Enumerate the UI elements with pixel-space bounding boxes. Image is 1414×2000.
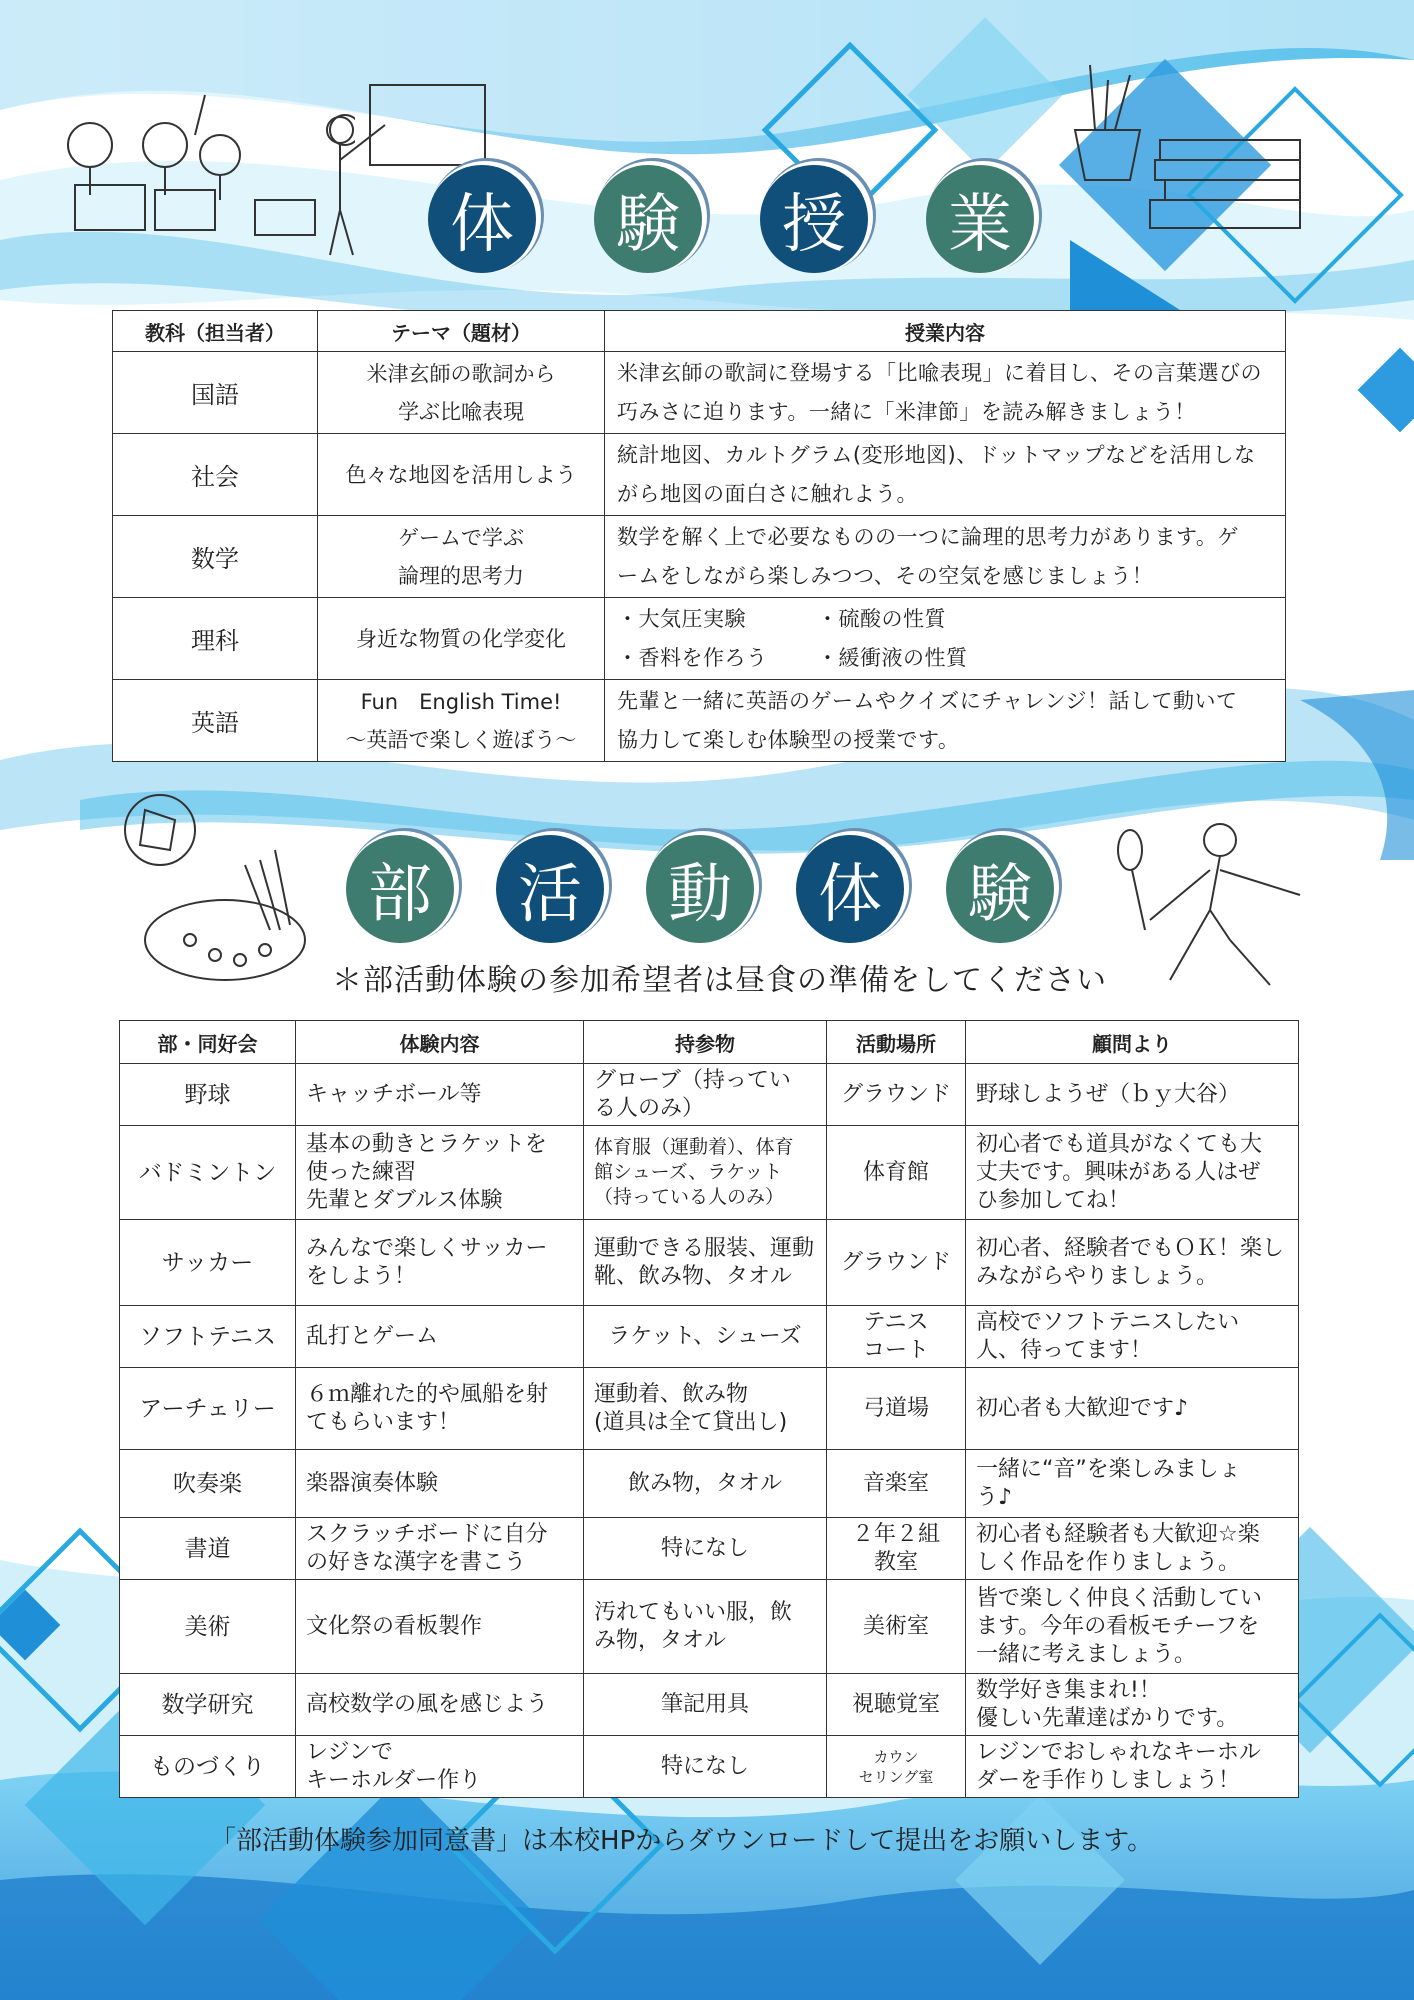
message-line: 一緒に考えましょう。 <box>976 1641 1197 1667</box>
items-line: る人のみ） <box>594 1095 705 1121</box>
art-palette-illustration <box>120 790 320 990</box>
theme-line: ゲームで学ぶ <box>398 525 524 550</box>
message-line: レジンでおしゃれなキーホル <box>976 1739 1261 1765</box>
activity-line: 楽器演奏体験 <box>306 1470 439 1496</box>
place-line: 音楽室 <box>862 1470 929 1496</box>
message-cell <box>966 1674 1299 1736</box>
lesson-table <box>112 310 1286 762</box>
message-line: 初心者、経験者でもＯＫ！楽し <box>976 1235 1285 1261</box>
table-row <box>113 516 1286 598</box>
theme-line: 学ぶ比喩表現 <box>398 399 524 424</box>
content-line: ームをしながら楽しみつつ、その空気を感じましょう！ <box>617 563 1154 588</box>
title-char: 動 <box>646 835 754 943</box>
message-cell <box>966 1126 1299 1220</box>
activity-cell <box>296 1220 584 1306</box>
items-line: 運動できる服装、運動 <box>594 1235 815 1261</box>
message-cell <box>966 1518 1299 1580</box>
items-cell <box>584 1126 827 1220</box>
activity-line: 乱打とゲーム <box>306 1323 439 1349</box>
table-row <box>120 1674 1299 1736</box>
items-line: 特になし <box>660 1753 749 1779</box>
message-line: う♪ <box>976 1484 1013 1510</box>
club-title <box>346 835 1054 943</box>
activity-cell <box>296 1368 584 1450</box>
table-row <box>120 1450 1299 1518</box>
experiment-item: ・大気圧実験 <box>617 606 746 631</box>
theme-cell <box>318 352 605 434</box>
message-line: 数学好き集まれ!！ <box>976 1677 1161 1703</box>
message-cell <box>966 1736 1299 1798</box>
message-cell <box>966 1306 1299 1368</box>
place-cell <box>827 1126 966 1220</box>
header-cell: 持参物 <box>584 1021 827 1064</box>
items-cell <box>584 1518 827 1580</box>
theme-line: 論理的思考力 <box>398 563 524 588</box>
activity-line: キーホルダー作り <box>306 1767 482 1793</box>
theme-line: ～英語で楽しく遊ぼう～ <box>345 727 577 752</box>
theme-cell <box>318 680 605 762</box>
place-line: グラウンド <box>840 1081 951 1107</box>
subject-cell: 数学 <box>113 516 318 598</box>
place-line: 教室 <box>873 1549 918 1575</box>
table-row <box>113 352 1286 434</box>
content-line: がら地図の面白さに触れよう。 <box>617 481 918 506</box>
place-line: テニス <box>863 1309 929 1335</box>
activity-line: レジンで <box>306 1739 393 1765</box>
activity-line: てもらいます！ <box>306 1409 461 1435</box>
activity-line: キャッチボール等 <box>306 1081 482 1107</box>
title-char: 体 <box>428 165 536 273</box>
table-row <box>120 1518 1299 1580</box>
activity-line: スクラッチボードに自分 <box>306 1521 548 1547</box>
message-cell <box>966 1580 1299 1674</box>
activity-line: 基本の動きとラケットを <box>306 1131 547 1157</box>
activity-line: みんなで楽しくサッカー <box>306 1235 548 1261</box>
items-line: 特になし <box>660 1535 749 1561</box>
activity-cell <box>296 1736 584 1798</box>
club-name-cell: 吹奏楽 <box>120 1450 296 1518</box>
footer-note: 「部活動体験参加同意書」は本校HPからダウンロードして提出をお願いします。 <box>210 1826 1154 1856</box>
message-line: 野球しようぜ（ｂｙ大谷） <box>976 1081 1241 1107</box>
items-cell <box>584 1674 827 1736</box>
club-name-cell: 野球 <box>120 1064 296 1126</box>
table-row <box>120 1064 1299 1126</box>
message-cell <box>966 1450 1299 1518</box>
message-line: 丈夫です。興味がある人はぜ <box>976 1159 1261 1185</box>
theme-cell <box>318 434 605 516</box>
items-line: 体育服（運動着）、体育 <box>594 1136 794 1158</box>
activity-cell <box>296 1450 584 1518</box>
activity-cell <box>296 1580 584 1674</box>
message-cell <box>966 1368 1299 1450</box>
place-line: セリング室 <box>858 1767 934 1786</box>
activity-cell <box>296 1126 584 1220</box>
items-line: 筆記用具 <box>660 1691 749 1717</box>
place-line: 体育館 <box>862 1159 929 1185</box>
message-line: しく作品を作りましょう。 <box>976 1549 1241 1575</box>
content-cell <box>605 434 1286 516</box>
subject-cell: 社会 <box>113 434 318 516</box>
content-cell <box>605 598 1286 680</box>
place-line: グラウンド <box>840 1249 951 1275</box>
activity-line: 高校数学の風を感じよう <box>306 1691 549 1717</box>
place-cell <box>827 1580 966 1674</box>
table-row <box>120 1580 1299 1674</box>
items-line: （持っている人のみ） <box>594 1186 785 1208</box>
club-name-cell: 書道 <box>120 1518 296 1580</box>
experiment-item: ・硫酸の性質 <box>817 606 946 631</box>
title-char: 験 <box>594 165 702 273</box>
place-line: 美術室 <box>862 1613 929 1639</box>
content-line: 統計地図、カルトグラム(変形地図)、ドットマップなどを活用しな <box>617 442 1256 467</box>
items-cell <box>584 1220 827 1306</box>
place-line: 視聴覚室 <box>851 1691 940 1717</box>
place-cell <box>827 1306 966 1368</box>
table-row <box>113 598 1286 680</box>
subject-cell: 理科 <box>113 598 318 680</box>
header-cell: 授業内容 <box>605 311 1286 352</box>
items-line: グローブ（持ってい <box>594 1067 791 1093</box>
activity-line: の好きな漢字を書こう <box>306 1549 527 1575</box>
content-cell <box>605 680 1286 762</box>
table-row <box>120 1306 1299 1368</box>
table-row <box>113 680 1286 762</box>
table-row <box>120 1220 1299 1306</box>
items-line: (道具は全て貸出し) <box>594 1409 788 1435</box>
message-cell <box>966 1064 1299 1126</box>
place-line: ２年２組 <box>851 1521 940 1547</box>
items-cell <box>584 1580 827 1674</box>
message-cell <box>966 1220 1299 1306</box>
place-cell <box>827 1450 966 1518</box>
activity-line: 文化祭の看板製作 <box>306 1613 483 1639</box>
club-name-cell: ものづくり <box>120 1736 296 1798</box>
experiment-item: ・緩衝液の性質 <box>817 645 968 670</box>
content-line: 数学を解く上で必要なものの一つに論理的思考力があります。ゲ <box>617 524 1239 549</box>
badminton-player-illustration <box>1110 810 1320 1000</box>
items-line: 靴、飲み物、タオル <box>594 1263 793 1289</box>
table-row <box>120 1736 1299 1798</box>
table-row <box>120 1126 1299 1220</box>
message-line: 初心者も経験者も大歓迎☆楽 <box>976 1521 1260 1547</box>
message-line: 人、待ってます！ <box>976 1337 1153 1363</box>
message-line: 皆で楽しく仲良く活動してい <box>976 1585 1263 1611</box>
content-cell <box>605 352 1286 434</box>
content-line: 先輩と一緒に英語のゲームやクイズにチャレンジ！話して動いて <box>617 688 1238 713</box>
table-row <box>120 1368 1299 1450</box>
theme-cell <box>318 516 605 598</box>
items-line: 運動着、飲み物 <box>594 1381 749 1407</box>
activity-line: ６ｍ離れた的や風船を射 <box>306 1381 549 1407</box>
activity-line: 先輩とダブルス体験 <box>306 1187 503 1213</box>
place-cell <box>827 1220 966 1306</box>
header-cell: 顧問より <box>966 1021 1299 1064</box>
items-line: ラケット、シューズ <box>608 1323 802 1349</box>
content-line: 協力して楽しむ体験型の授業です。 <box>617 727 960 752</box>
message-line: 高校でソフトテニスしたい <box>976 1309 1240 1335</box>
items-line: 飲み物，タオル <box>627 1470 782 1496</box>
theme-line: 身近な物質の化学変化 <box>356 626 566 651</box>
club-name-cell: 美術 <box>120 1580 296 1674</box>
message-line: 初心者でも道具がなくても大 <box>976 1131 1263 1157</box>
message-line: ダーを手作りしましょう！ <box>976 1767 1241 1793</box>
activity-cell <box>296 1518 584 1580</box>
title-char: 授 <box>760 165 868 273</box>
club-table <box>119 1020 1299 1798</box>
items-cell <box>584 1736 827 1798</box>
header-cell: 活動場所 <box>827 1021 966 1064</box>
club-name-cell: 数学研究 <box>120 1674 296 1736</box>
place-cell <box>827 1368 966 1450</box>
activity-cell <box>296 1674 584 1736</box>
header-cell: 部・同好会 <box>120 1021 296 1064</box>
items-cell <box>584 1450 827 1518</box>
title-char: 体 <box>796 835 904 943</box>
club-name-cell: ソフトテニス <box>120 1306 296 1368</box>
activity-cell <box>296 1306 584 1368</box>
message-line: 一緒に“音”を楽しみましょ <box>976 1456 1241 1482</box>
table-header-row <box>120 1021 1299 1064</box>
title-char: 験 <box>946 835 1054 943</box>
place-line: 弓道場 <box>862 1395 929 1421</box>
activity-line: 使った練習 <box>306 1159 417 1185</box>
lunch-note: ＊部活動体験の参加希望者は昼食の準備をしてください <box>332 963 1107 998</box>
club-name-cell: バドミントン <box>120 1126 296 1220</box>
activity-cell <box>296 1064 584 1126</box>
place-cell <box>827 1736 966 1798</box>
subject-cell: 英語 <box>113 680 318 762</box>
items-line: 汚れてもいい服，飲 <box>594 1599 793 1625</box>
title-char: 部 <box>346 835 454 943</box>
items-line: 館シューズ、ラケット <box>594 1161 783 1183</box>
theme-line: 米津玄師の歌詞から <box>366 361 556 386</box>
activity-line: をしよう！ <box>306 1263 417 1289</box>
subject-cell: 国語 <box>113 352 318 434</box>
content-line: 米津玄師の歌詞に登場する「比喩表現」に着目し、その言葉選びの <box>617 360 1262 385</box>
experiment-item: ・香料を作ろう <box>617 645 768 670</box>
message-line: 優しい先輩達ばかりです。 <box>976 1705 1239 1731</box>
lesson-title <box>428 165 1092 273</box>
theme-line: 色々な地図を活用しよう <box>345 462 577 487</box>
header-cell: テーマ（題材） <box>318 311 605 352</box>
header-cell: 体験内容 <box>296 1021 584 1064</box>
books-illustration <box>1070 60 1310 240</box>
content-line: 巧みさに迫ります。一緒に「米津節」を読み解きましょう！ <box>617 399 1196 424</box>
title-char: 業 <box>926 165 1034 273</box>
club-name-cell: アーチェリー <box>120 1368 296 1450</box>
message-line: ます。今年の看板モチーフを <box>976 1613 1260 1639</box>
table-header-row <box>113 311 1286 352</box>
title-char: 活 <box>496 835 604 943</box>
theme-cell <box>318 598 605 680</box>
items-line: み物，タオル <box>594 1627 727 1653</box>
items-cell <box>584 1368 827 1450</box>
message-line: ひ参加してね！ <box>976 1187 1131 1213</box>
message-line: 初心者も大歓迎です♪ <box>976 1395 1189 1421</box>
place-line: カウン <box>873 1747 919 1766</box>
club-name-cell: サッカー <box>120 1220 296 1306</box>
place-line: コート <box>862 1337 929 1363</box>
items-cell <box>584 1306 827 1368</box>
place-cell <box>827 1518 966 1580</box>
items-cell <box>584 1064 827 1126</box>
place-cell <box>827 1064 966 1126</box>
table-row <box>113 434 1286 516</box>
message-line: みながらやりましょう。 <box>976 1263 1219 1289</box>
place-cell <box>827 1674 966 1736</box>
content-cell <box>605 516 1286 598</box>
classroom-illustration <box>55 75 355 275</box>
theme-line: Fun English Time! <box>360 689 562 714</box>
header-cell: 教科（担当者） <box>113 311 318 352</box>
